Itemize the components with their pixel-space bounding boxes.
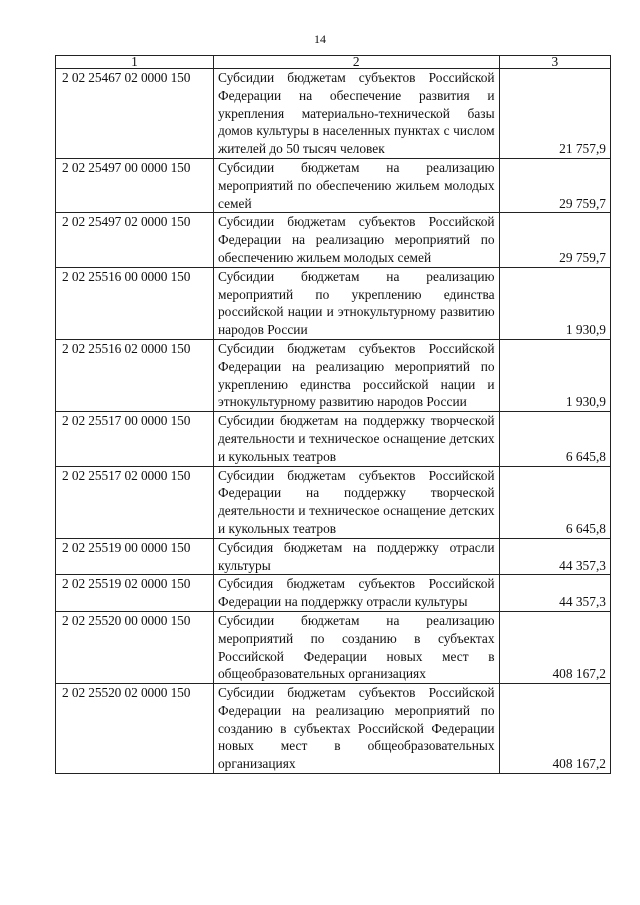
row-amount: 29 759,7 bbox=[499, 213, 610, 267]
row-name: Субсидии бюджетам субъектов Российской Федерации на реализацию мероприятий по созданию в субъектах Российской Федерации новых мест в общеобразовательных организациях bbox=[213, 684, 499, 774]
page-number: 14 bbox=[314, 32, 326, 46]
column-header-3: 3 bbox=[499, 56, 610, 69]
row-code: 2 02 25516 00 0000 150 bbox=[56, 267, 214, 339]
row-amount: 44 357,3 bbox=[499, 538, 610, 575]
row-code: 2 02 25520 00 0000 150 bbox=[56, 611, 214, 683]
table-row bbox=[56, 267, 611, 339]
table-row bbox=[56, 412, 611, 466]
column-header-1: 1 bbox=[56, 56, 214, 69]
row-code: 2 02 25519 00 0000 150 bbox=[56, 538, 214, 575]
row-name: Субсидии бюджетам на поддержку творческой деятельности и техническое оснащение детских и кукольных театров bbox=[213, 412, 499, 466]
row-amount: 6 645,8 bbox=[499, 412, 610, 466]
row-code: 2 02 25519 02 0000 150 bbox=[56, 575, 214, 612]
table-row bbox=[56, 538, 611, 575]
table-row bbox=[56, 466, 611, 538]
row-code: 2 02 25497 02 0000 150 bbox=[56, 213, 214, 267]
table-row bbox=[56, 158, 611, 212]
row-amount: 29 759,7 bbox=[499, 158, 610, 212]
table-row bbox=[56, 611, 611, 683]
row-name: Субсидии бюджетам субъектов Российской Федерации на поддержку творческой деятельности и техническое оснащение детских и кукольных театров bbox=[213, 466, 499, 538]
row-amount: 408 167,2 bbox=[499, 611, 610, 683]
table-row bbox=[56, 339, 611, 411]
row-amount: 44 357,3 bbox=[499, 575, 610, 612]
row-amount: 1 930,9 bbox=[499, 339, 610, 411]
table-row bbox=[56, 213, 611, 267]
table-row bbox=[56, 575, 611, 612]
row-name: Субсидии бюджетам субъектов Российской Федерации на реализацию мероприятий по обеспечению жильем молодых семей bbox=[213, 213, 499, 267]
row-code: 2 02 25517 00 0000 150 bbox=[56, 412, 214, 466]
table-header-row bbox=[56, 56, 611, 69]
row-name: Субсидии бюджетам на реализацию мероприятий по укреплению единства российской нации и этнокультурному развитию народов России bbox=[213, 267, 499, 339]
revenue-table bbox=[55, 55, 611, 774]
row-name: Субсидии бюджетам субъектов Российской Федерации на обеспечение развития и укрепления материально-технической базы домов культуры в населенных пунктах с числом жителей до 50 тысяч человек bbox=[213, 69, 499, 159]
row-amount: 408 167,2 bbox=[499, 684, 610, 774]
table-row bbox=[56, 684, 611, 774]
row-amount: 21 757,9 bbox=[499, 69, 610, 159]
row-amount: 1 930,9 bbox=[499, 267, 610, 339]
row-name: Субсидии бюджетам субъектов Российской Федерации на реализацию мероприятий по укреплению единства российской нации и этнокультурному развитию народов России bbox=[213, 339, 499, 411]
row-name: Субсидии бюджетам на реализацию мероприятий по созданию в субъектах Российской Федерации новых мест в общеобразовательных организациях bbox=[213, 611, 499, 683]
row-amount: 6 645,8 bbox=[499, 466, 610, 538]
row-code: 2 02 25516 02 0000 150 bbox=[56, 339, 214, 411]
column-header-2: 2 bbox=[213, 56, 499, 69]
table-row bbox=[56, 69, 611, 159]
row-code: 2 02 25497 00 0000 150 bbox=[56, 158, 214, 212]
row-name: Субсидии бюджетам на реализацию мероприятий по обеспечению жильем молодых семей bbox=[213, 158, 499, 212]
row-code: 2 02 25467 02 0000 150 bbox=[56, 69, 214, 159]
row-code: 2 02 25517 02 0000 150 bbox=[56, 466, 214, 538]
row-name: Субсидия бюджетам субъектов Российской Федерации на поддержку отрасли культуры bbox=[213, 575, 499, 612]
row-name: Субсидия бюджетам на поддержку отрасли культуры bbox=[213, 538, 499, 575]
row-code: 2 02 25520 02 0000 150 bbox=[56, 684, 214, 774]
